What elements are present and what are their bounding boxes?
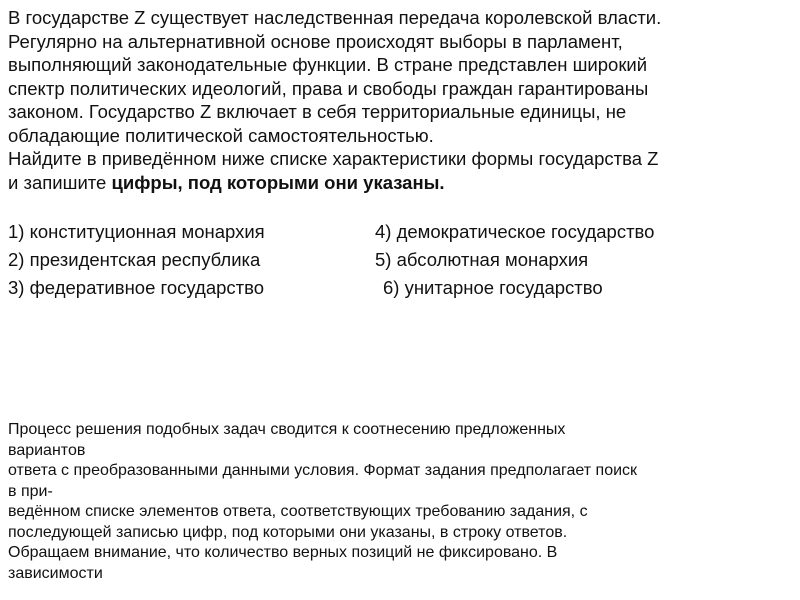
explanation-line: в при-: [8, 482, 53, 500]
task-line: обладающие политической самостоятельностью.: [8, 124, 434, 146]
option-1: 1) конституционная монархия: [8, 221, 265, 242]
task-text: [8, 6, 794, 194]
explanation-line: ответа с преобразованными данными условия. Формат задания предполагает поиск: [8, 462, 638, 479]
option-4: 4) демократическое государство: [375, 221, 655, 242]
option-6: 6) унитарное государство: [383, 277, 603, 298]
option-row: [8, 274, 768, 302]
option-row: [8, 218, 768, 246]
explanation-line: Обращаем внимание, что количество верных позиций не фиксировано. В: [8, 544, 558, 561]
explanation-text: [8, 420, 794, 584]
explanation-line: зависимости: [8, 564, 103, 582]
task-line: выполняющий законодательные функции. В стране представлен широкий: [8, 54, 648, 75]
task-question-line: Найдите в приведённом ниже списке характеристики формы государства Z: [8, 148, 659, 169]
explanation-line: последующей записью цифр, под которыми они указаны, в строку ответов.: [8, 523, 568, 541]
option-5: 5) абсолютная монархия: [375, 249, 589, 270]
task-line: Регулярно на альтернативной основе происходят выборы в парламент,: [8, 30, 623, 52]
option-2: 2) президентская республика: [8, 249, 261, 270]
instruction-bold: цифры, под которыми они указаны.: [111, 171, 445, 193]
task-instruction-line: [8, 171, 794, 195]
option-row: [8, 246, 768, 274]
option-3: 3) федеративное государство: [8, 277, 265, 298]
answer-options: [8, 218, 768, 302]
task-line: В государстве Z существует наследственная передача королевской власти.: [8, 7, 662, 28]
task-line: спектр политических идеологий, права и свободы граждан гарантированы: [8, 77, 649, 99]
explanation-line: вариантов: [8, 441, 86, 459]
task-line: законом. Государство Z включает в себя территориальные единицы, не: [8, 101, 627, 122]
explanation-line: Процесс решения подобных задач сводится к соотнесению предложенных: [8, 421, 566, 438]
instruction-prefix: и запишите: [8, 171, 112, 193]
explanation-line: ведённом списке элементов ответа, соответствующих требованию задания, с: [8, 503, 588, 520]
